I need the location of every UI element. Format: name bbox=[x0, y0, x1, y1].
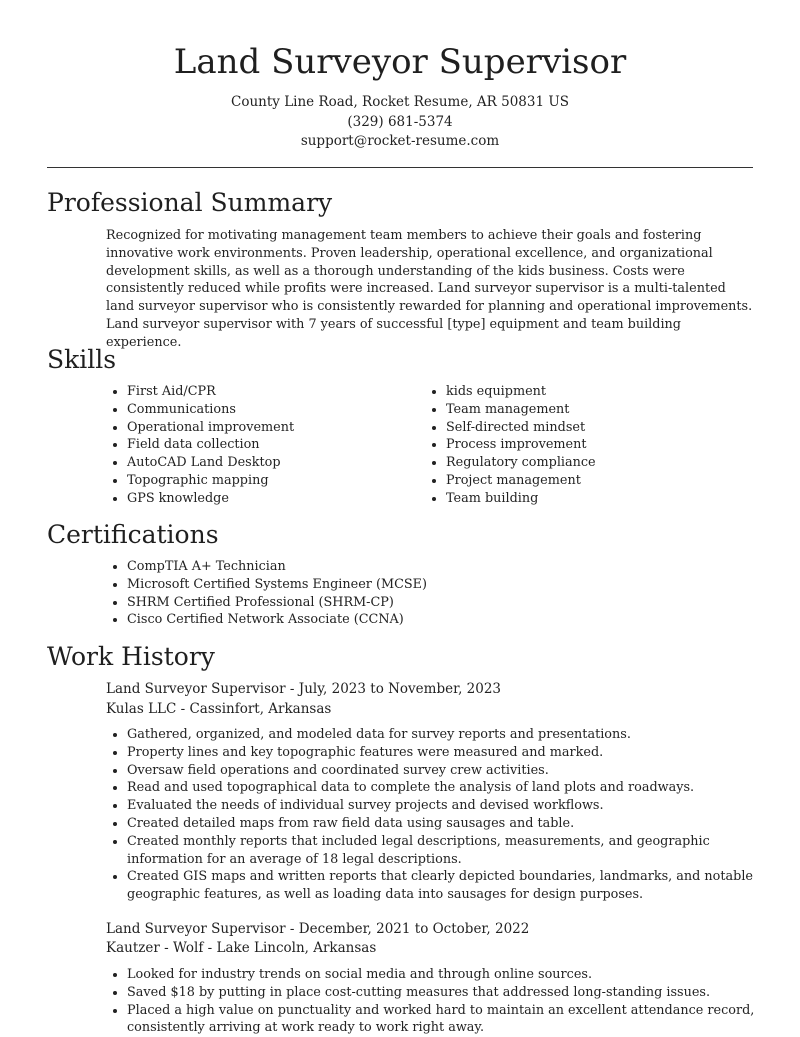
certifications-list bbox=[106, 558, 727, 629]
skill-item: • kids equipment bbox=[446, 383, 746, 401]
work-history-heading: Work History bbox=[47, 642, 215, 671]
skills-heading: Skills bbox=[47, 345, 117, 374]
job-bullet: • Looked for industry trends on social media and through online sources. bbox=[127, 966, 777, 984]
summary-text: Recognized for motivating management team members to achieve their goals and fostering innovative work environments. Proven leadership, operational excellence, and organizational development skills, as well as a thorough understanding of the kids business. Costs were consistently reduced while profits were increased. Land surveyor supervisor is a multi-talented land surveyor supervisor who is consistently rewarded for planning and operational improvements. Land surveyor supervisor with 7 years of successful [type] equipment and team building experience. bbox=[106, 228, 753, 350]
certifications-heading: Certifications bbox=[47, 520, 219, 549]
skill-item: • Team building bbox=[446, 490, 746, 508]
job-bullet: • Property lines and key topographic features were measured and marked. bbox=[127, 744, 777, 762]
skill-item: • Regulatory compliance bbox=[446, 454, 746, 472]
job-company-line: Kulas LLC - Cassinfort, Arkansas bbox=[106, 701, 332, 717]
contact-phone: (329) 681-5374 bbox=[347, 114, 453, 130]
job-bullet-list bbox=[106, 726, 777, 904]
job-title-line: Land Surveyor Supervisor - July, 2023 to November, 2023 bbox=[106, 681, 502, 697]
summary-heading: Professional Summary bbox=[47, 188, 333, 217]
job-bullet: • Read and used topographical data to complete the analysis of land plots and roadways. bbox=[127, 779, 777, 797]
job-bullet-list bbox=[106, 966, 777, 1037]
skill-item: • Process improvement bbox=[446, 436, 746, 454]
skill-item: • AutoCAD Land Desktop bbox=[127, 454, 427, 472]
job-company-line: Kautzer - Wolf - Lake Lincoln, Arkansas bbox=[106, 940, 377, 956]
job-title-line: Land Surveyor Supervisor - December, 2021 to October, 2022 bbox=[106, 921, 530, 937]
skill-item: • GPS knowledge bbox=[127, 490, 427, 508]
job-bullet: • Gathered, organized, and modeled data for survey reports and presentations. bbox=[127, 726, 777, 744]
skill-item: • Communications bbox=[127, 401, 427, 419]
job-bullet: • Placed a high value on punctuality and worked hard to maintain an excellent attendance record, consistently arriving at work ready to work right away. bbox=[127, 1002, 777, 1037]
skills-list-right bbox=[425, 383, 746, 508]
skill-item: • Field data collection bbox=[127, 436, 427, 454]
skill-item: • Topographic mapping bbox=[127, 472, 427, 490]
certification-item: • Microsoft Certified Systems Engineer (MCSE) bbox=[127, 576, 727, 594]
certification-item: • SHRM Certified Professional (SHRM-CP) bbox=[127, 594, 727, 612]
skill-item: • Project management bbox=[446, 472, 746, 490]
job-bullet: • Created detailed maps from raw field data using sausages and table. bbox=[127, 815, 777, 833]
contact-email: support@rocket-resume.com bbox=[300, 133, 500, 149]
job-bullet: • Evaluated the needs of individual survey projects and devised workflows. bbox=[127, 797, 777, 815]
header-divider bbox=[47, 167, 753, 168]
certification-item: • CompTIA A+ Technician bbox=[127, 558, 727, 576]
skill-item: • First Aid/CPR bbox=[127, 383, 427, 401]
job-bullet: • Created monthly reports that included legal descriptions, measurements, and geographic information for an average of 18 legal descriptions. bbox=[127, 833, 777, 869]
job-bullet: • Created GIS maps and written reports that clearly depicted boundaries, landmarks, and notable geographic features, as well as loading data into sausages for design purposes. bbox=[127, 868, 777, 904]
skill-item: • Operational improvement bbox=[127, 419, 427, 437]
resume-name: Land Surveyor Supervisor bbox=[173, 42, 627, 82]
skill-item: • Team management bbox=[446, 401, 746, 419]
certification-item: • Cisco Certified Network Associate (CCNA) bbox=[127, 611, 727, 629]
job-bullet: • Saved $18 by putting in place cost-cutting measures that addressed long-standing issues. bbox=[127, 984, 777, 1002]
skills-list-left bbox=[106, 383, 427, 508]
contact-address: County Line Road, Rocket Resume, AR 50831 US bbox=[231, 94, 569, 110]
job-bullet: • Oversaw field operations and coordinated survey crew activities. bbox=[127, 762, 777, 780]
skill-item: • Self-directed mindset bbox=[446, 419, 746, 437]
